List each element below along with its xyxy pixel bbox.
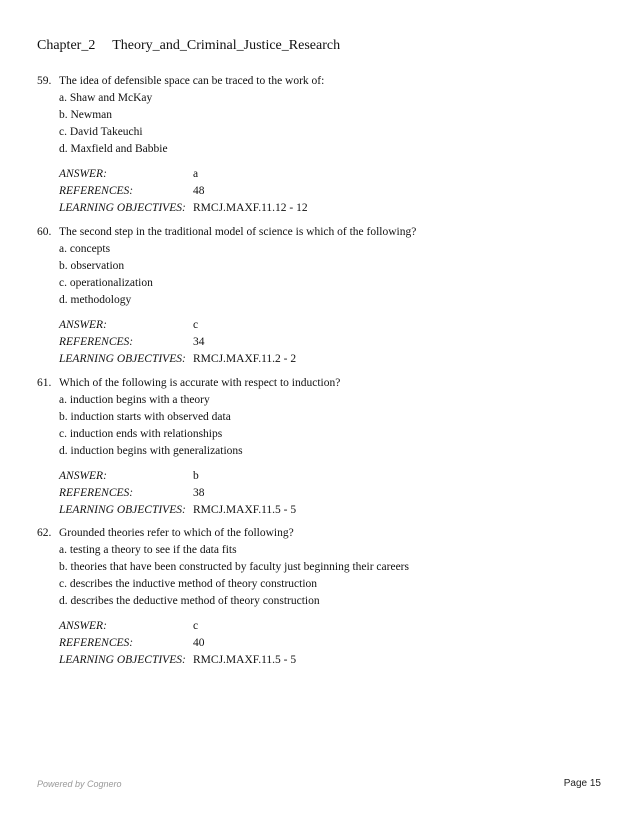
question-text: The second step in the traditional model of science is which of the following?	[59, 226, 417, 238]
page-header	[37, 38, 340, 54]
question-60	[37, 224, 607, 368]
question-text: Which of the following is accurate with respect to induction?	[59, 377, 341, 389]
answer-label: ANSWER:	[59, 470, 107, 482]
answer-label: ANSWER:	[59, 620, 107, 632]
references-value: 48	[193, 185, 205, 197]
option-c: c. operationalization	[59, 277, 153, 289]
objectives-value: RMCJ.MAXF.11.5 - 5	[193, 504, 297, 516]
option-b: b. theories that have been constructed by faculty just beginning their careers	[59, 561, 409, 573]
powered-by-footer: Powered by Cognero	[37, 779, 122, 789]
references-label: REFERENCES:	[59, 637, 134, 649]
option-d: d. methodology	[59, 294, 132, 306]
question-61	[37, 375, 607, 519]
answer-value: c	[193, 620, 199, 632]
option-b: b. induction starts with observed data	[59, 411, 231, 423]
answer-label: ANSWER:	[59, 319, 107, 331]
objectives-value: RMCJ.MAXF.11.12 - 12	[193, 202, 308, 214]
option-d: d. describes the deductive method of theory construction	[59, 595, 320, 607]
objectives-label: LEARNING OBJECTIVES:	[59, 202, 186, 214]
option-c: c. induction ends with relationships	[59, 428, 223, 440]
chapter-label: Chapter_2	[37, 38, 96, 53]
references-value: 38	[193, 487, 205, 499]
option-a: a. induction begins with a theory	[59, 394, 210, 406]
answer-block	[37, 468, 607, 519]
objectives-label: LEARNING OBJECTIVES:	[59, 654, 186, 666]
option-a: a. concepts	[59, 243, 111, 255]
option-a: a. Shaw and McKay	[59, 92, 153, 104]
question-number: 62.	[37, 527, 52, 539]
option-b: b. Newman	[59, 109, 113, 121]
question-number: 60.	[37, 226, 52, 238]
answer-value: b	[193, 470, 199, 482]
answer-block	[37, 618, 607, 669]
question-text: The idea of defensible space can be traced to the work of:	[59, 75, 325, 87]
option-d: d. Maxfield and Babbie	[59, 143, 168, 155]
references-value: 40	[193, 637, 205, 649]
question-62	[37, 525, 607, 669]
answer-block	[37, 166, 607, 217]
answer-value: a	[193, 168, 199, 180]
page-number: Page 15	[563, 778, 601, 789]
references-label: REFERENCES:	[59, 185, 134, 197]
option-d: d. induction begins with generalizations	[59, 445, 243, 457]
option-c: c. David Takeuchi	[59, 126, 143, 138]
question-number: 59.	[37, 75, 52, 87]
answer-label: ANSWER:	[59, 168, 107, 180]
objectives-value: RMCJ.MAXF.11.2 - 2	[193, 353, 297, 365]
question-text: Grounded theories refer to which of the following?	[59, 527, 294, 539]
question-59	[37, 73, 607, 217]
chapter-title: Theory_and_Criminal_Justice_Research	[112, 38, 341, 53]
option-b: b. observation	[59, 260, 125, 272]
references-label: REFERENCES:	[59, 487, 134, 499]
objectives-value: RMCJ.MAXF.11.5 - 5	[193, 654, 297, 666]
objectives-label: LEARNING OBJECTIVES:	[59, 353, 186, 365]
option-c: c. describes the inductive method of theory construction	[59, 578, 318, 590]
answer-value: c	[193, 319, 199, 331]
references-label: REFERENCES:	[59, 336, 134, 348]
references-value: 34	[193, 336, 205, 348]
option-a: a. testing a theory to see if the data fits	[59, 544, 237, 556]
answer-block	[37, 317, 607, 368]
objectives-label: LEARNING OBJECTIVES:	[59, 504, 186, 516]
question-number: 61.	[37, 377, 52, 389]
